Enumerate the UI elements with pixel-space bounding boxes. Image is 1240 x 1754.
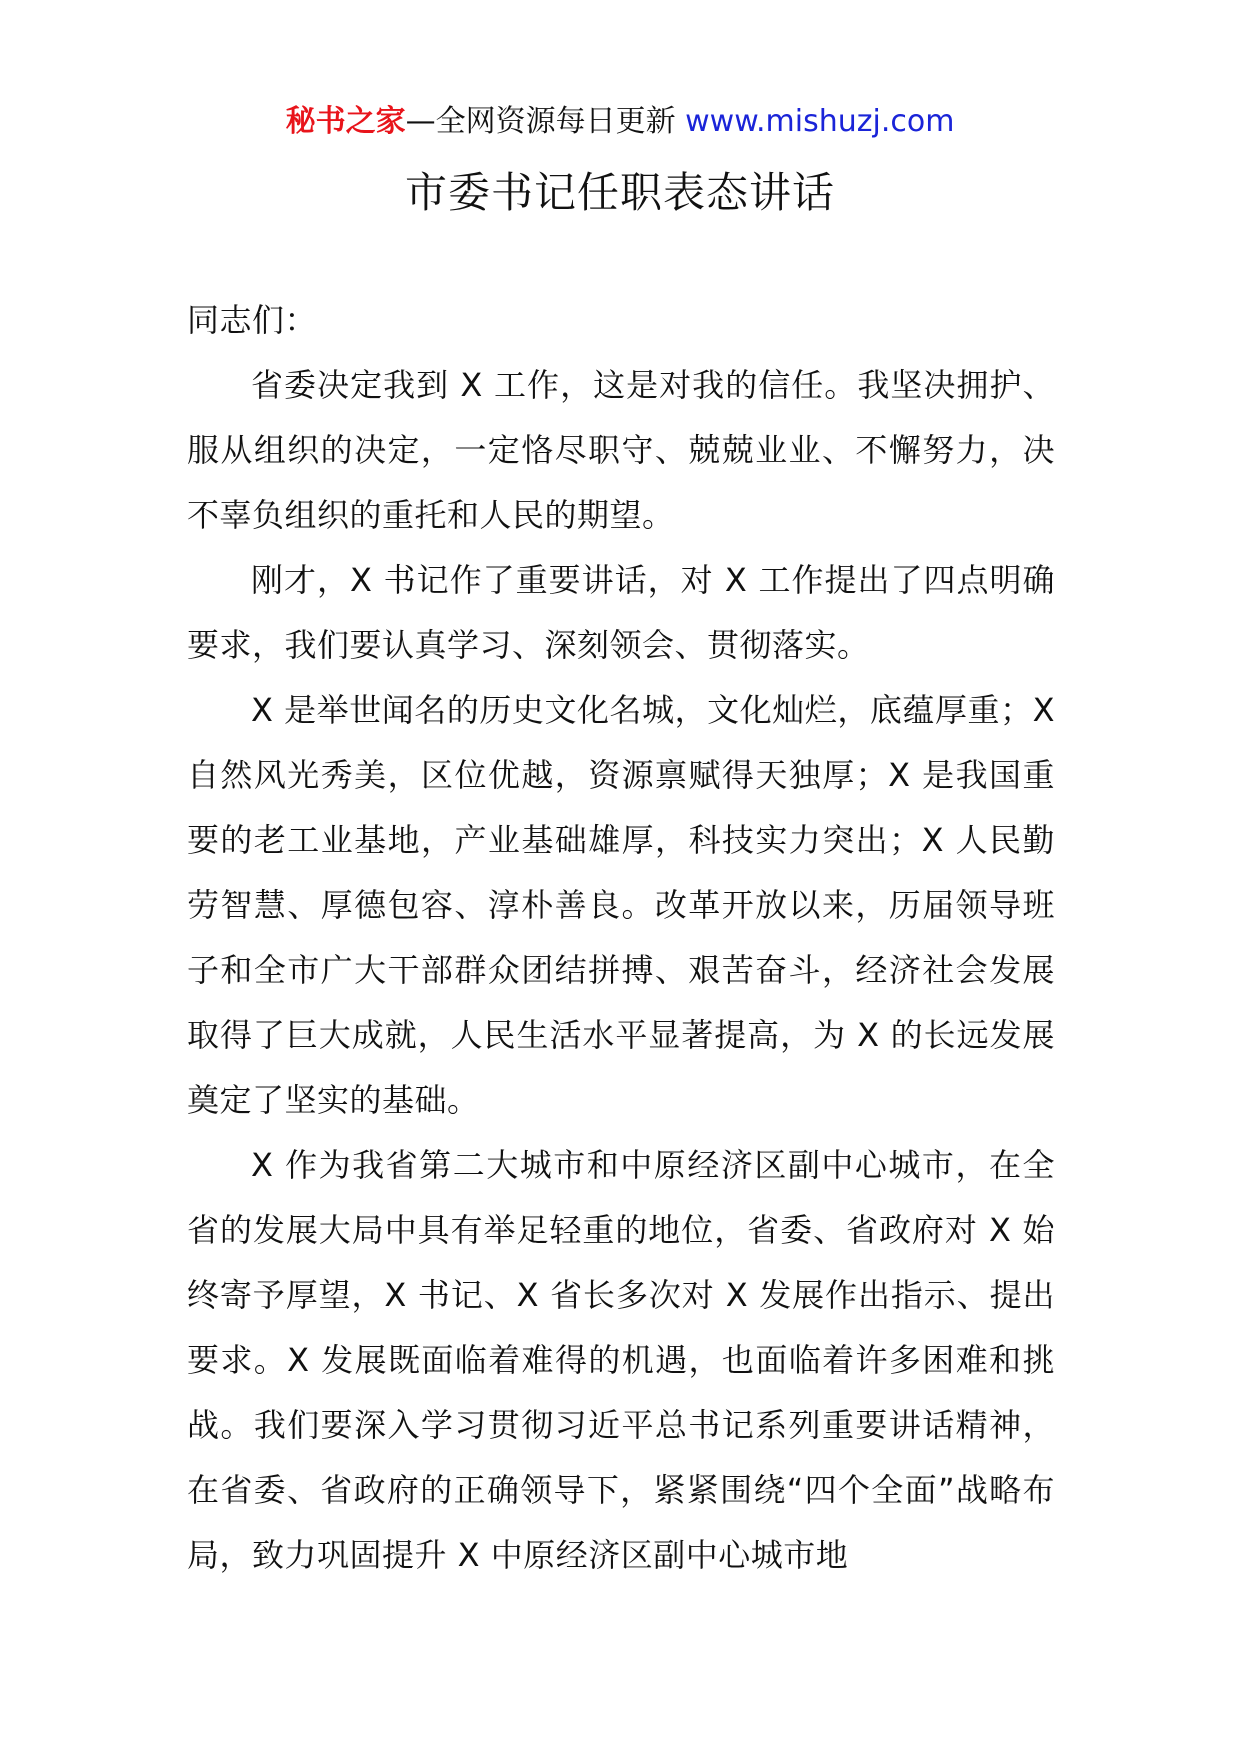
paragraph-1: 省委决定我到 X 工作，这是对我的信任。我坚决拥护、服从组织的决定，一定恪尽职守、兢兢业业、不懈努力，决不辜负组织的重托和人民的期望。: [187, 366, 1055, 534]
document-body: [187, 288, 1055, 1588]
site-header: [0, 100, 1240, 144]
salutation: 同志们：: [187, 301, 318, 339]
header-tagline: —全网资源每日更新: [405, 104, 686, 139]
document-title: 市委书记任职表态讲话: [404, 168, 835, 217]
paragraph-4: X 作为我省第二大城市和中原经济区副中心城市，在全省的发展大局中具有举足轻重的地位，省委、省政府对 X 始终寄予厚望，X 书记、X 省长多次对 X 发展作出指示、提出要求。X 发展既面临着难得的机遇，也面临着许多困难和挑战。我们要深入学习贯彻习近平总书记系列重要讲话精神，在省委、省政府的正确领导下，紧紧围绕“四个全面”战略布局，致力巩固提升 X 中原经济区副中心城市地: [187, 1146, 1055, 1574]
site-url-link[interactable]: www.mishuzj.com: [685, 104, 955, 139]
paragraph-3: X 是举世闻名的历史文化名城，文化灿烂，底蕴厚重；X 自然风光秀美，区位优越，资源禀赋得天独厚；X 是我国重要的老工业基地，产业基础雄厚，科技实力突出；X 人民勤劳智慧、厚德包容、淳朴善良。改革开放以来，历届领导班子和全市广大干部群众团结拼搏、艰苦奋斗，经济社会发展取得了巨大成就，人民生活水平显著提高，为 X 的长远发展奠定了坚实的基础。: [187, 691, 1055, 1119]
paragraph-2: 刚才，X 书记作了重要讲话，对 X 工作提出了四点明确要求，我们要认真学习、深刻领会、贯彻落实。: [187, 561, 1055, 664]
brand-name: 秘书之家: [285, 104, 406, 139]
